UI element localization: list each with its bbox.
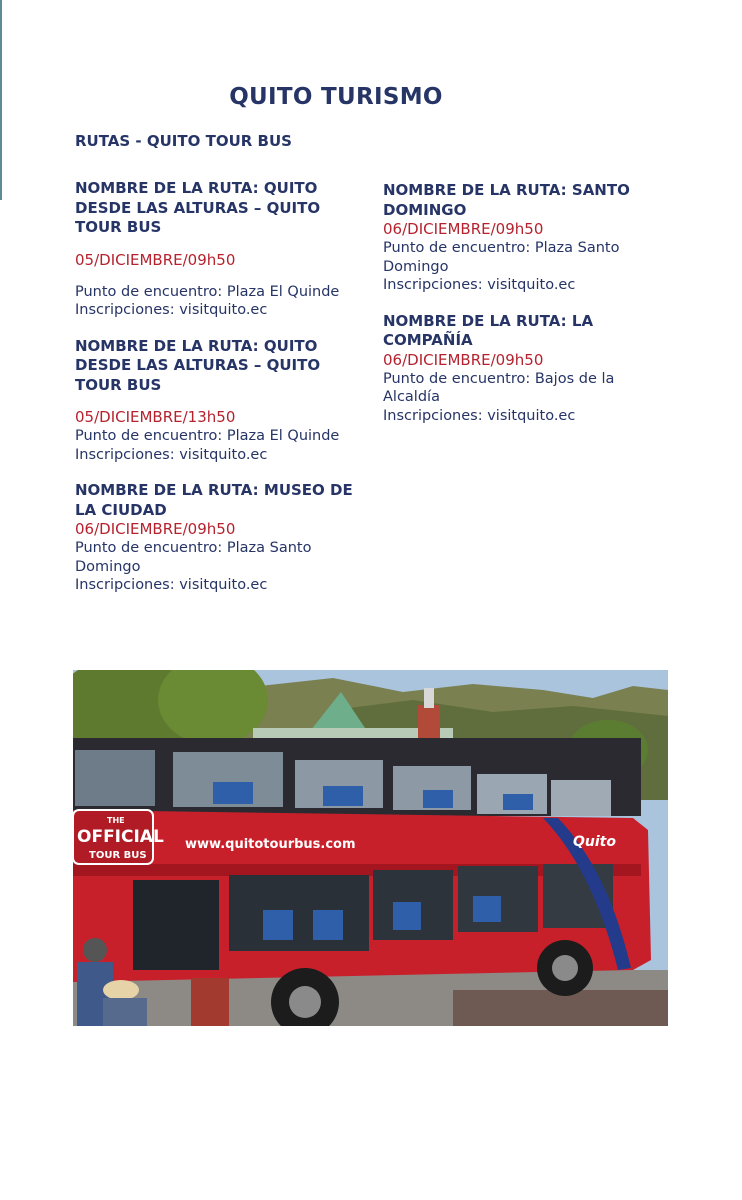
route-meeting-point: Punto de encuentro: Plaza Santo Domingo bbox=[383, 240, 620, 275]
route-block bbox=[383, 312, 673, 426]
route-name: NOMBRE DE LA RUTA: MUSEO DE LA CIUDAD bbox=[75, 481, 353, 519]
route-registration: Inscripciones: visitquito.ec bbox=[75, 302, 268, 318]
route-date: 06/DICIEMBRE/09h50 bbox=[383, 220, 544, 238]
route-meeting-point: Punto de encuentro: Bajos de la Alcaldía bbox=[383, 370, 615, 405]
route-date: 05/DICIEMBRE/13h50 bbox=[75, 408, 236, 426]
route-registration: Inscripciones: visitquito.ec bbox=[383, 407, 576, 424]
route-meeting-point: Punto de encuentro: Plaza Santo Domingo bbox=[75, 540, 312, 575]
page-title: QUITO TURISMO bbox=[229, 84, 443, 110]
routes-column-left bbox=[75, 179, 365, 595]
routes-column-right bbox=[383, 181, 673, 425]
route-date: 06/DICIEMBRE/09h50 bbox=[75, 520, 236, 538]
bus-url-text: www.quitotourbus.com bbox=[185, 837, 356, 852]
route-date: 05/DICIEMBRE/09h50 bbox=[75, 250, 236, 269]
section-subtitle: RUTAS - QUITO TOUR BUS bbox=[75, 132, 292, 150]
route-date: 06/DICIEMBRE/09h50 bbox=[383, 350, 544, 369]
route-name: NOMBRE DE LA RUTA: LA COMPAÑÍA bbox=[383, 311, 594, 349]
route-name: NOMBRE DE LA RUTA: QUITO DESDE LAS ALTURAS – QUITO TOUR BUS bbox=[75, 336, 321, 394]
badge-line1: THE bbox=[107, 816, 125, 825]
route-meeting-point: Punto de encuentro: Plaza El Quinde bbox=[75, 428, 340, 444]
route-registration: Inscripciones: visitquito.ec bbox=[383, 277, 576, 293]
route-meeting-point: Punto de encuentro: Plaza El Quinde bbox=[75, 283, 340, 300]
route-block bbox=[75, 337, 365, 465]
bus-brand-logo: Quito bbox=[573, 834, 616, 850]
tour-bus-photo bbox=[73, 670, 668, 1026]
route-registration: Inscripciones: visitquito.ec bbox=[75, 446, 268, 463]
route-block bbox=[75, 481, 365, 595]
route-name: NOMBRE DE LA RUTA: QUITO DESDE LAS ALTURAS – QUITO TOUR BUS bbox=[75, 179, 321, 236]
route-block bbox=[75, 179, 365, 320]
badge-line2: OFFICIAL bbox=[77, 827, 164, 847]
badge-line3: TOUR BUS bbox=[89, 850, 147, 861]
official-tour-bus-badge bbox=[73, 810, 164, 864]
route-block bbox=[383, 181, 673, 295]
route-name: NOMBRE DE LA RUTA: SANTO DOMINGO bbox=[383, 181, 630, 219]
route-registration: Inscripciones: visitquito.ec bbox=[75, 577, 268, 593]
